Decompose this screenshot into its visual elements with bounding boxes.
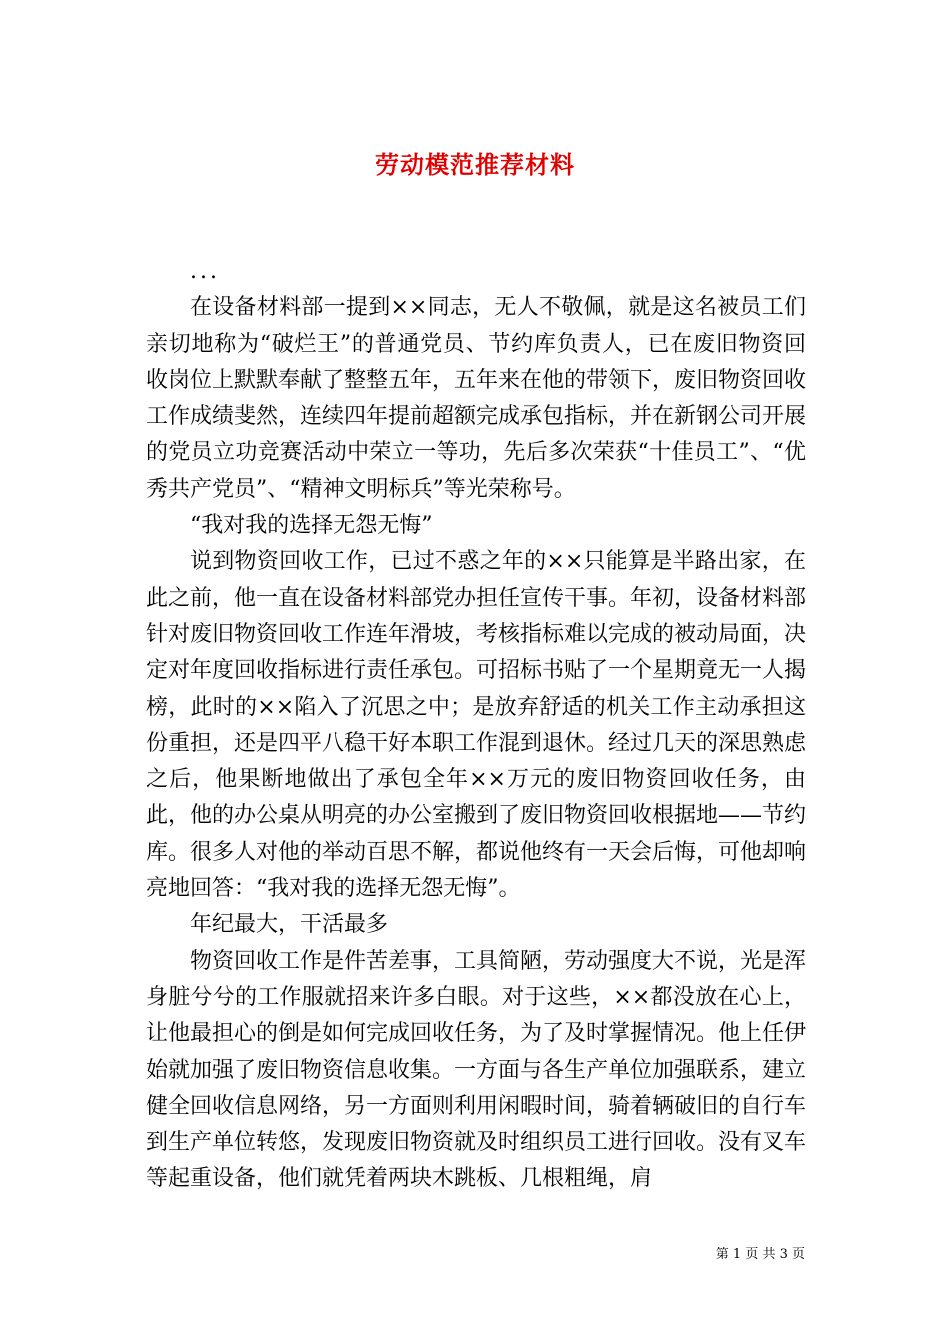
section-heading-oldest-hardest-worker: 年纪最大，干活最多 xyxy=(190,912,389,938)
intro-paragraph: 在设备材料部一提到××同志，无人不敬佩，就是这名被员工们亲切地称为“破烂王”的普通党员、节约库负责人，已在废旧物资回收岗位上默默奉献了整整五年，五年来在他的带领下，废旧物资回收工作成绩斐然，连续四年提前超额完成承包指标，并在新钢公司开展的党员立功竞赛活动中荣立一等功，先后多次荣获“十佳员工”、“优秀共产党员”、“精神文明标兵”等光荣称号。 xyxy=(146,295,807,502)
no-regrets-paragraph: 说到物资回收工作，已过不惑之年的××只能算是半路出家，在此之前，他一直在设备材料部党办担任宣传干事。年初，设备材料部针对废旧物资回收工作连年滑坡，考核指标难以完成的被动局面，决定对年度回收指标进行责任承包。可招标书贴了一个星期竟无一人揭榜，此时的××陷入了沉思之中；是放弃舒适的机关工作主动承担这份重担，还是四平八稳干好本职工作混到退休。经过几天的深思熟虑之后，他果断地做出了承包全年××万元的废旧物资回收任务，由此，他的办公桌从明亮的办公室搬到了废旧物资回收根据地——节约库。很多人对他的举动百思不解，都说他终有一天会后悔，可他却响亮地回答：“我对我的选择无怨无悔”。 xyxy=(146,549,807,902)
document-body xyxy=(146,254,806,1198)
section-heading-no-regrets: “我对我的选择无怨无悔” xyxy=(190,513,433,539)
document-title: 劳动模范推荐材料 xyxy=(375,150,575,180)
page-number-footer: 第 1 页 共 3 页 xyxy=(715,1247,805,1262)
recycling-work-paragraph: 物资回收工作是件苦差事，工具简陋，劳动强度大不说，光是浑身脏兮兮的工作服就招来许多白眼。对于这些，××都没放在心上，让他最担心的倒是如何完成回收任务，为了及时掌握情况。他上任伊始就加强了废旧物资信息收集。一方面与各生产单位加强联系，建立健全回收信息网络，另一方面则利用闲暇时间，骑着辆破旧的自行车到生产单位转悠，发现废旧物资就及时组织员工进行回收。没有叉车等起重设备，他们就凭着两块木跳板、几根粗绳，肩 xyxy=(146,948,807,1192)
ellipsis-paragraph: ... xyxy=(190,259,220,284)
